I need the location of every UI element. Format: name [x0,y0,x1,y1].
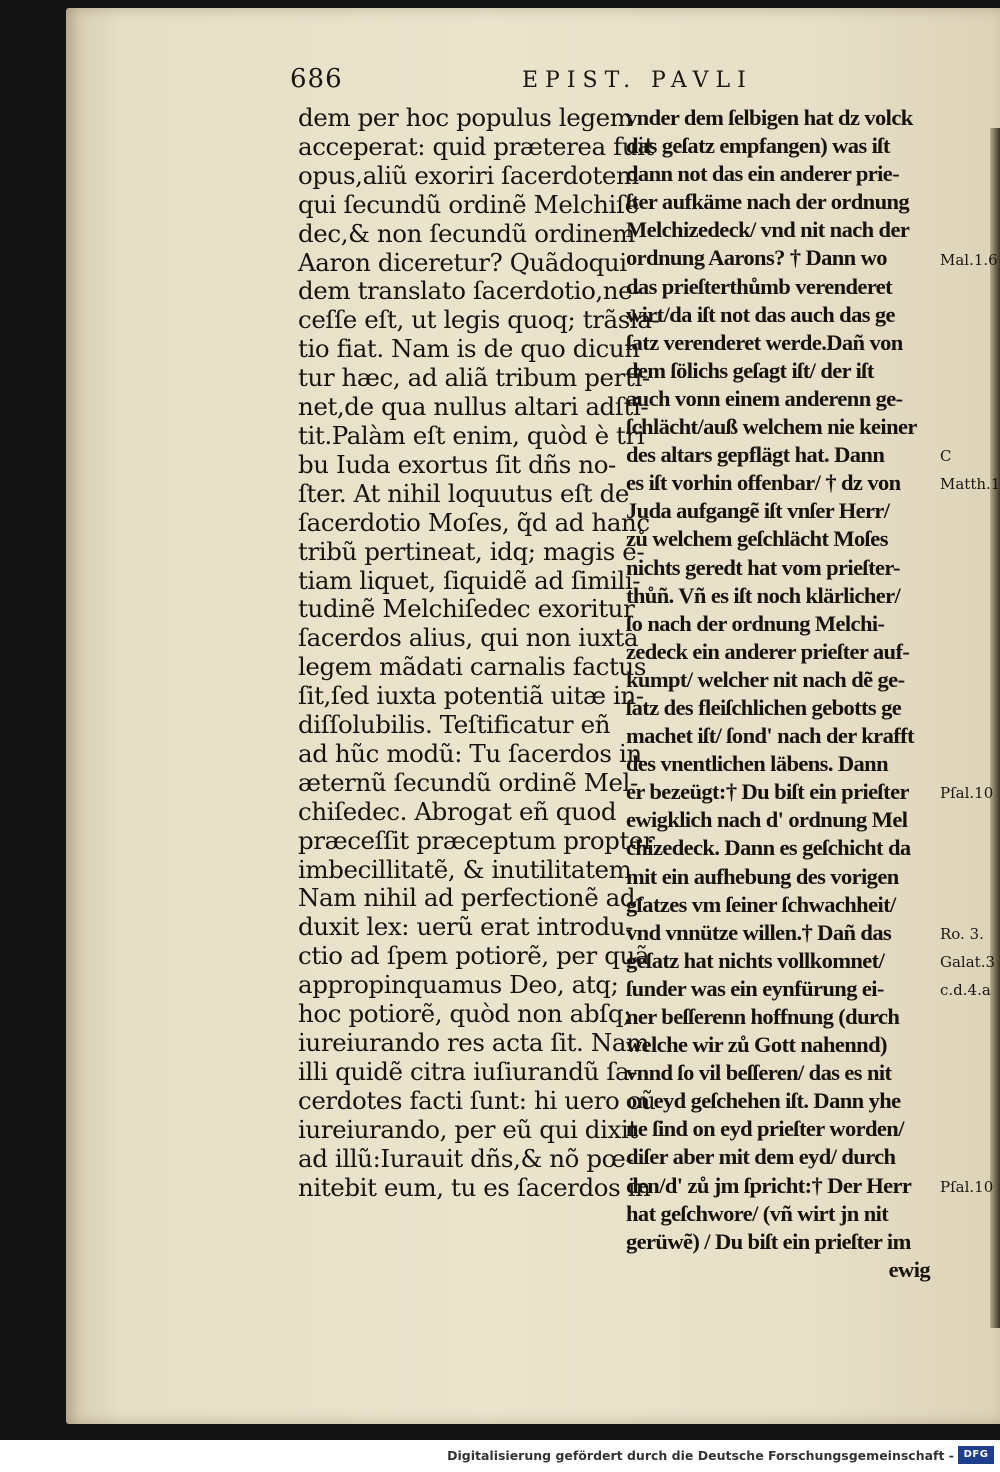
german-line: ſter aufkäme nach der ordnung [626,189,910,215]
latin-line: diſſolubilis. Teſtificatur eñ [298,710,611,740]
latin-line: tur hæc, ad aliã tribum perti- [298,363,650,393]
german-line: ne ſind on eyd prieſter worden/ [626,1116,904,1142]
latin-line: chiſedec. Abrogat eñ quod [298,796,617,826]
latin-line: qui ſecundũ ordinẽ Melchiſe [298,189,639,219]
german-line: vnd vnnütze willen.† Dañ das [626,919,892,945]
latin-line: ſacerdotio Moſes, q̃d ad hanc [298,507,650,537]
german-line: des vnentlichen läbens. Dann [626,751,889,777]
margin-note: Galat.3 [940,953,996,971]
german-line: dem ſölichs geſagt iſt/ der iſt [626,357,874,383]
latin-line: tiam liquet, ſiquidẽ ad ſimili- [298,565,641,595]
latin-line: Aaron diceretur? Quãdoqui [298,247,627,277]
german-line: chizedeck. Dann es geſchicht da [626,835,911,861]
german-line: machet iſt/ ſond' nach der krafft [626,723,914,749]
german-line: das prieſterthůmb verenderet [626,273,893,299]
margin-note: Matth.1 [940,475,1000,494]
page-spine-shadow [990,128,1000,1328]
german-line: ſatz verenderet werde.Dañ von [626,329,903,355]
latin-line: tudinẽ Melchiſedec exoritur [298,594,635,624]
latin-line: ceſſe eſt, ut legis quoq; trãsla- [298,305,660,335]
german-line: gſatzes vm ſeiner ſchwachheit/ [626,891,896,917]
latin-line: æternũ ſecundũ ordinẽ Mel- [298,767,638,797]
german-line: Melchizedeck/ vnd nit nach der [626,217,910,243]
latin-line: ſacerdos alius, qui non iuxta [298,623,639,653]
german-line: ewig [888,1256,930,1282]
latin-line: bu Iuda exortus ſit dñs no- [298,449,616,479]
german-line: Juda aufgangẽ iſt vnſer Herr/ [626,498,890,524]
margin-note: Pſal.10 [940,784,994,803]
funding-notice: Digitalisierung gefördert durch die Deutsche Forschungsgemeinschaft - [447,1448,954,1463]
german-line: thůñ. Vñ es iſt noch klärlicher/ [626,582,901,608]
latin-line: iureiurando, per eũ qui dixit [298,1114,638,1144]
latin-line: appropinquamus Deo, atq; [298,970,619,1000]
german-line: es iſt vorhin offenbar/ † dz von [626,470,901,496]
german-line: hat geſchwore/ (vñ wirt jn nit [626,1200,889,1226]
latin-line: dec,& non ſecundũ ordinem [298,218,635,248]
german-line: er bezeügt:† Du biſt ein prieſter [626,779,909,805]
margin-note: Ro. 3. [940,924,984,943]
german-line: dann not das ein anderer prie- [626,161,900,187]
margin-note: Mal.1.6 [940,250,998,269]
latin-line: cerdotes facti ſunt: hi uero cũ [298,1085,656,1115]
german-line: kumpt/ welcher nit nach dẽ ge- [626,666,905,692]
german-column [626,104,938,1284]
latin-line: iureiurando res acta ſit. Nam [298,1028,649,1057]
latin-line: præceſſit præceptum propter [298,825,655,855]
margin-note: Pſal.10 [940,1177,994,1196]
latin-line: nitebit eum, tu es ſacerdos in [298,1172,651,1202]
latin-column [298,103,660,1202]
latin-line: imbecillitatẽ, & inutilitatem. [298,854,639,884]
latin-line: acceperat: quid præterea fuit [298,131,655,161]
german-line: das geſatz empfangen) was iſt [626,133,890,159]
latin-line: dem translato ſacerdotio,ne- [298,276,641,306]
latin-line: dem per hoc populus legem [298,103,633,132]
german-line: ordnung Aarons? † Dann wo [626,245,887,271]
latin-line: net,de qua nullus altari adſti- [298,392,649,422]
latin-line: ctio ad ſpem potiorẽ, per quã [298,941,650,971]
german-line: zů welchem geſchlächt Moſes [626,526,888,552]
german-line: nichts geredt hat vom prieſter- [626,554,900,580]
german-line: vnnd ſo vil beſſeren/ das es nit [626,1060,892,1086]
latin-line: Nam nihil ad perfectionẽ ad- [298,883,644,913]
german-line: mit ein aufhebung des vorigen [626,863,899,889]
margin-note: c.d.4.a [940,981,991,1000]
german-line: auch vonn einem anderenn ge- [626,385,903,411]
latin-line: hoc potiorẽ, quòd non abſq; [298,999,631,1029]
german-line: ner beſſerenn hoffnung (durch [626,1004,900,1029]
latin-line: legem mãdati carnalis factus [298,652,646,682]
german-line: gerüwẽ) / Du biſt ein prieſter im [626,1228,911,1254]
latin-line: ſit,ſed iuxta potentiã uitæ in- [298,681,644,711]
german-line: on eyd geſchehen iſt. Dann yhe [626,1088,901,1114]
german-line: geſatz hat nichts vollkomnet/ [626,947,885,973]
german-line: ewigklich nach d' ordnung Mel [626,807,908,833]
latin-line: ſter. At nihil loquutus eſt de [298,478,629,508]
latin-line: opus,aliũ exoriri ſacerdotem [298,160,639,190]
page-number: 686 [290,64,343,94]
german-line: ſchlächt/auß welchem nie keiner [626,414,917,440]
latin-line: duxit lex: uerũ erat introdu- [298,912,634,942]
german-line: den/d' zů jm ſpricht:† Der Herr [626,1172,912,1198]
latin-line: tit.Palàm eſt enim, quòd è tri [298,420,645,450]
german-line: ſo nach der ordnung Melchi- [626,610,885,636]
german-line: ſunder was ein eynfürung ei- [626,975,884,1001]
latin-line: ad illũ:Iurauit dñs,& nõ pœ- [298,1143,634,1173]
german-line: diſer aber mit dem eyd/ durch [626,1144,896,1170]
german-line: zedeck ein anderer prieſter auf- [626,638,910,664]
german-line: welche wir zů Gott nahennd) [626,1032,887,1058]
running-head: EPIST. PAVLI [522,68,753,93]
footer-bar [0,1440,1000,1472]
german-line: wirt/da iſt not das auch das ge [626,301,895,327]
latin-line: illi quidẽ citra iuſiurandũ ſa- [298,1056,638,1086]
margin-note: C [940,447,952,466]
german-line: ſatz des fleiſchlichen gebotts ge [626,694,902,720]
latin-line: tio fiat. Nam is de quo dicun [298,334,640,364]
latin-line: tribũ pertineat, idq; magis e- [298,536,645,566]
german-line: des altars gepflägt hat. Dann [626,442,885,468]
german-line: vnder dem ſelbigen hat dz volck [626,105,913,130]
latin-line: ad hũc modũ: Tu ſacerdos in [298,738,642,768]
dfg-logo: DFG [958,1446,994,1464]
